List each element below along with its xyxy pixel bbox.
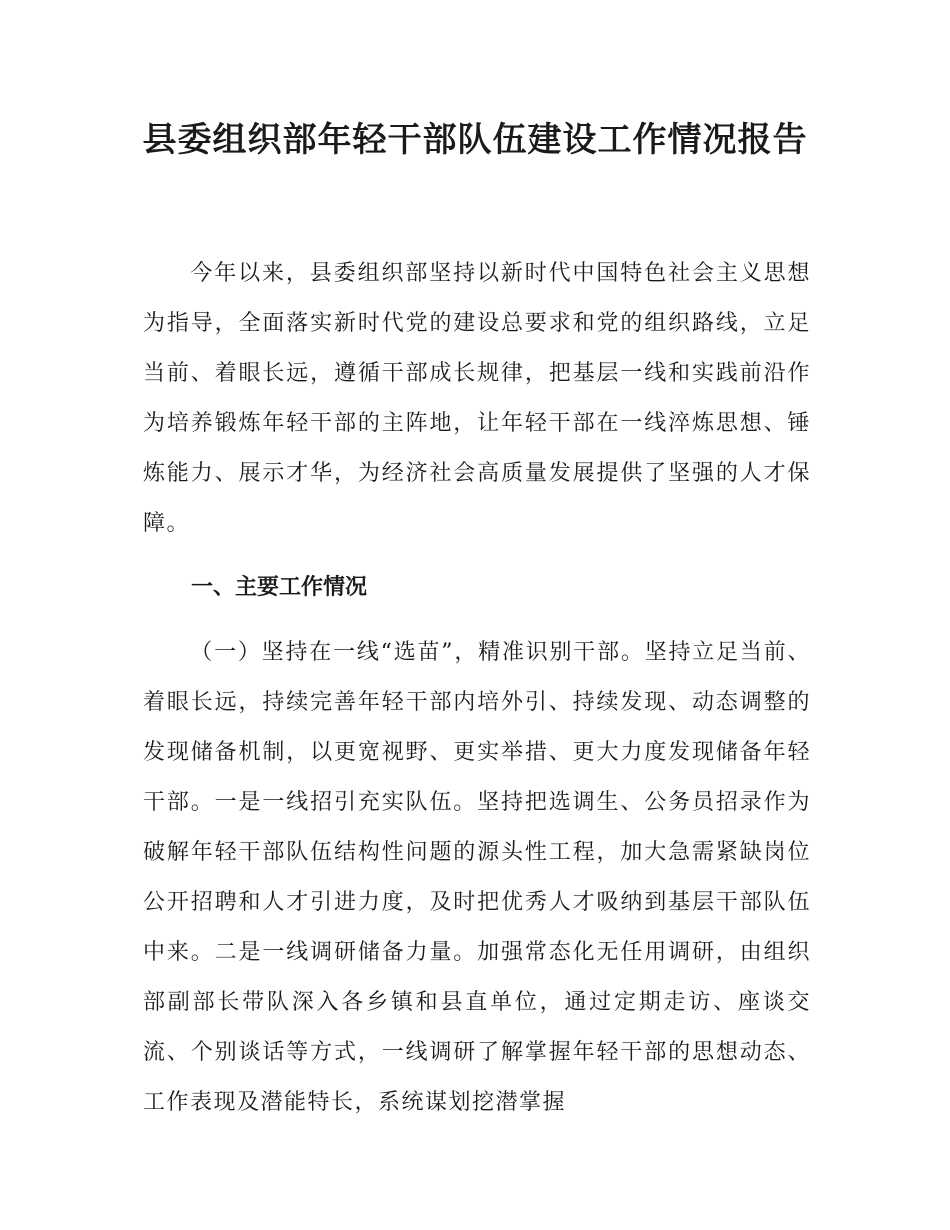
body-paragraph-text: （一）坚持在一线“选苗”，精准识别干部。坚持立足当前、着眼长远，持续完善年轻干部内培外引、持续发现、动态调整的发现储备机制，以更宽视野、更实举措、更大力度发现储备年轻干部。一是一线招引充实队伍。坚持把选调生、公务员招录作为破解年轻干部队伍结构性问题的源头性工程，加大急需紧缺岗位公开招聘和人才引进力度，及时把优秀人才吸纳到基层干部队伍中来。二是一线调研储备力量。加强常态化无任用调研，由组织部副部长带队深入各乡镇和县直单位，通过定期走访、座谈交流、个别谈话等方式，一线调研了解掌握年轻干部的思想动态、工作表现及潜能特长，系统谋划挖潜掌握 [143, 640, 811, 1115]
section-heading: 一、主要工作情况 [191, 575, 368, 600]
intro-paragraph [143, 249, 811, 549]
document-title: 县委组织部年轻干部队伍建设工作情况报告 [142, 120, 808, 160]
intro-paragraph-text: 今年以来，县委组织部坚持以新时代中国特色社会主义思想为指导，全面落实新时代党的建设总要求和党的组织路线，立足当前、着眼长远，遵循干部成长规律，把基层一线和实践前沿作为培养锻炼年轻干部的主阵地，让年轻干部在一线淬炼思想、锤炼能力、展示才华，为经济社会高质量发展提供了坚强的人才保障。 [143, 261, 811, 536]
body-paragraph [143, 628, 811, 1128]
